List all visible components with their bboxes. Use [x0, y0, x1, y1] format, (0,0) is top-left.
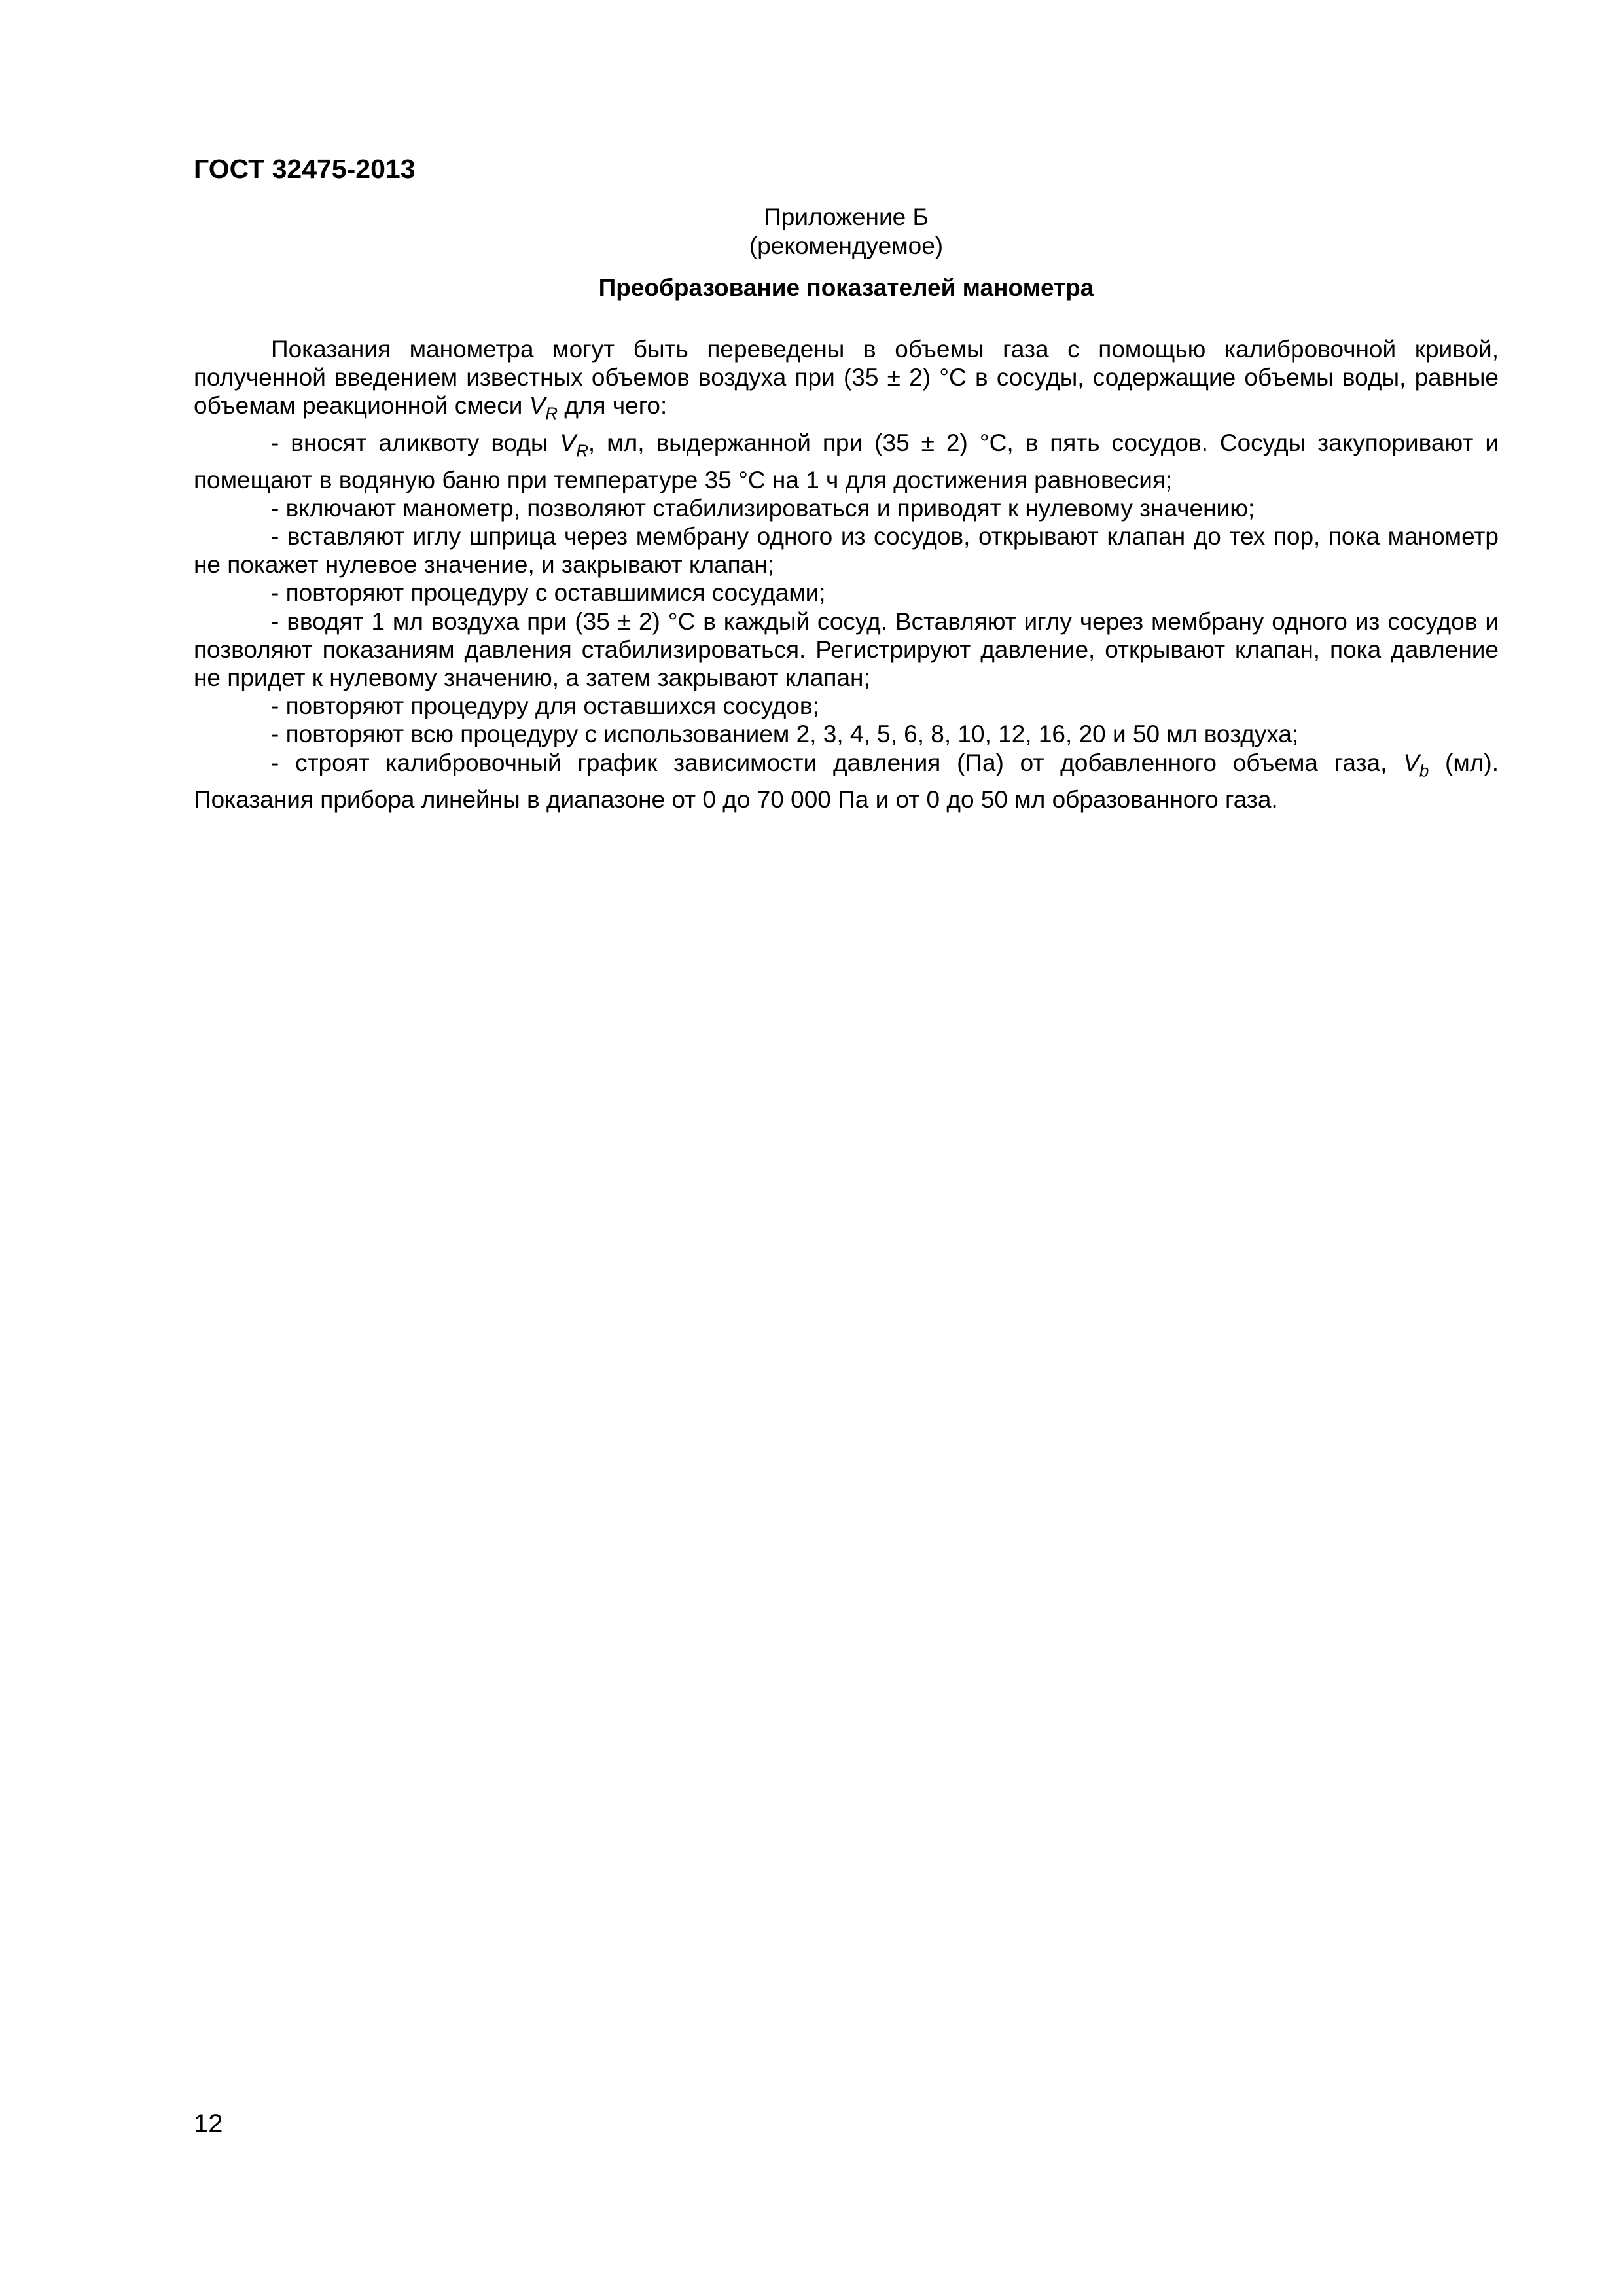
- symbol-v-b: $V_b$: [1403, 749, 1429, 781]
- page-number: 12: [194, 2109, 223, 2138]
- symbol-v-r: $V_R$: [560, 429, 588, 461]
- paragraph-text: (мл). Показания прибора линейны в диапазоне от 0 до 70 000 Па и от 0 до 50 мл образованного газа.: [194, 749, 1499, 814]
- body-text: [194, 335, 1499, 814]
- paragraph-text: , мл, выдержанной при (35 ± 2) °С, в пять сосудов. Сосуды закупоривают и помещают в водяную баню при температуре 35 °С на 1 ч для достижения равновесия;: [194, 429, 1499, 493]
- list-item-step-6: - повторяют процедуру для оставшихся сосудов;: [271, 692, 819, 720]
- document-code: ГОСТ 32475-2013: [194, 154, 416, 184]
- list-item-step-8: [194, 749, 1499, 814]
- list-item-step-7: - повторяют всю процедуру с использованием 2, 3, 4, 5, 6, 8, 10, 12, 16, 20 и 50 мл воздуха;: [271, 721, 1299, 748]
- paragraph-text: Показания манометра могут быть переведены в объемы газа с помощью калибровочной кривой, полученной введением известных объемов воздуха при (35 ± 2) °С в сосуды, содержащие объемы воды, равные объемам реакционной смеси: [194, 336, 1499, 420]
- list-item-step-1: [194, 429, 1499, 494]
- list-item-step-3: - вставляют иглу шприца через мембрану одного из сосудов, открывают клапан до тех пор, пока манометр не покажет нулевое значение, и закрывают клапан;: [194, 523, 1499, 579]
- list-item-step-4: - повторяют процедуру с оставшимися сосудами;: [271, 579, 826, 607]
- list-item-step-5: - вводят 1 мл воздуха при (35 ± 2) °С в каждый сосуд. Вставляют иглу через мембрану одного из сосудов и позволяют показаниям давления стабилизироваться. Регистрируют давление, открывают клапан, пока давление не придет к нулевому значению, а затем закрывают клапан;: [194, 607, 1499, 692]
- paragraph-intro: [194, 335, 1499, 429]
- list-item-step-2: - включают манометр, позволяют стабилизироваться и приводят к нулевому значению;: [271, 494, 1255, 522]
- paragraph-text: - вносят аликвоту воды: [271, 429, 560, 456]
- appendix-title: Приложение Б: [764, 204, 929, 230]
- paragraph-text: - строят калибровочный график зависимости давления (Па) от добавленного объема газа,: [271, 749, 1404, 776]
- symbol-v-r: $V_R$: [529, 392, 558, 423]
- paragraph-text: для чего:: [558, 392, 668, 420]
- section-title: Преобразование показателей манометра: [598, 274, 1094, 301]
- appendix-status-note: (рекомендуемое): [749, 232, 944, 259]
